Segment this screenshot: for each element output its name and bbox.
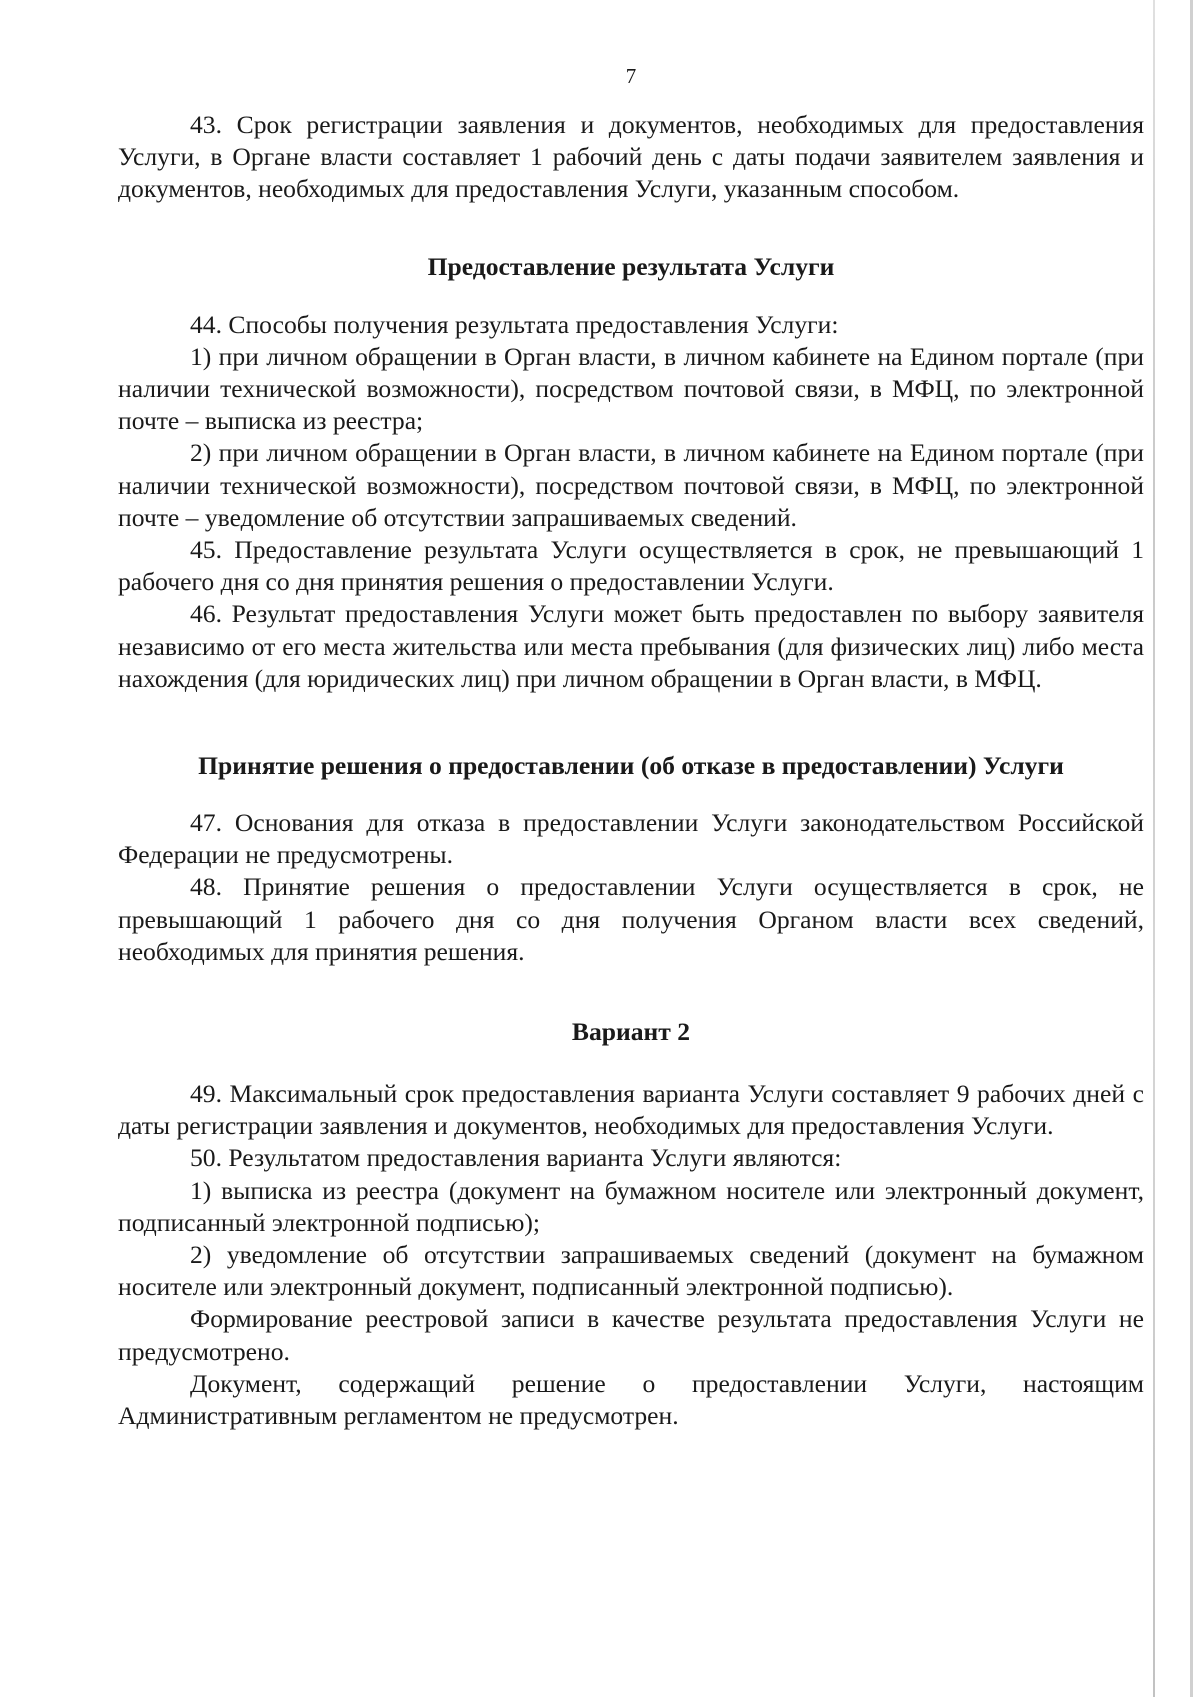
paragraph-46: 46. Результат предоставления Услуги может быть предоставлен по выбору заявителя независимо от его места жительства или места пребывания (для физических лиц) либо места нахождения (для юридических лиц) при личном обращении в Орган власти, в МФЦ.: [118, 599, 1144, 693]
paragraph-50: 50. Результатом предоставления варианта Услуги являются:: [190, 1143, 842, 1173]
paragraph-44: 44. Способы получения результата предоставления Услуги:: [190, 309, 839, 339]
scan-edge-outer-line: [1190, 0, 1193, 1697]
paragraph-47: 47. Основания для отказа в предоставлении Услуги законодательством Российской Федерации не предусмотрены.: [118, 808, 1144, 870]
paragraph-44-item-2: 2) при личном обращении в Орган власти, в личном кабинете на Едином портале (при наличии технической возможности), посредством почтовой связи, в МФЦ, по электронной почте – уведомление об отсутствии запрашиваемых сведений.: [118, 438, 1144, 532]
paragraph-decision-document: Документ, содержащий решение о предоставлении Услуги, настоящим Административным регламентом не предусмотрен.: [118, 1368, 1144, 1431]
paragraph-45: 45. Предоставление результата Услуги осуществляется в срок, не превышающий 1 рабочего дня со дня принятия решения о предоставлении Услуги.: [118, 535, 1144, 597]
paragraph-50-item-1: 1) выписка из реестра (документ на бумажном носителе или электронный документ, подписанный электронной подписью);: [118, 1175, 1144, 1237]
section-title-decision: Принятие решения о предоставлении (об отказе в предоставлении) Услуги: [198, 751, 1064, 781]
paragraph-44-item-1: 1) при личном обращении в Орган власти, в личном кабинете на Едином портале (при наличии технической возможности), посредством почтовой связи, в МФЦ, по электронной почте – выписка из реестра;: [118, 341, 1144, 436]
page-number: 7: [625, 64, 637, 88]
paragraph-48: 48. Принятие решения о предоставлении Услуги осуществляется в срок, не превышающий 1 рабочего дня со дня получения Органом власти всех сведений, необходимых для принятия решения.: [118, 872, 1144, 966]
paragraph-50-item-2: 2) уведомление об отсутствии запрашиваемых сведений (документ на бумажном носителе или электронный документ, подписанный электронной подписью).: [118, 1240, 1144, 1302]
section-title-variant-2: Вариант 2: [571, 1017, 691, 1047]
document-page: [118, 55, 1144, 1655]
paragraph-43: 43. Срок регистрации заявления и документов, необходимых для предоставления Услуги, в Органе власти составляет 1 рабочий день с даты подачи заявителем заявления и документов, необходимых для предоставления Услуги, указанным способом.: [118, 110, 1144, 204]
section-title-result-delivery: Предоставление результата Услуги: [427, 251, 835, 281]
scan-edge-line: [1153, 0, 1155, 1697]
paragraph-49: 49. Максимальный срок предоставления варианта Услуги составляет 9 рабочих дней с даты регистрации заявления и документов, необходимых для предоставления Услуги.: [118, 1079, 1144, 1141]
paragraph-registry-record: Формирование реестровой записи в качестве результата предоставления Услуги не предусмотрено.: [118, 1304, 1144, 1366]
